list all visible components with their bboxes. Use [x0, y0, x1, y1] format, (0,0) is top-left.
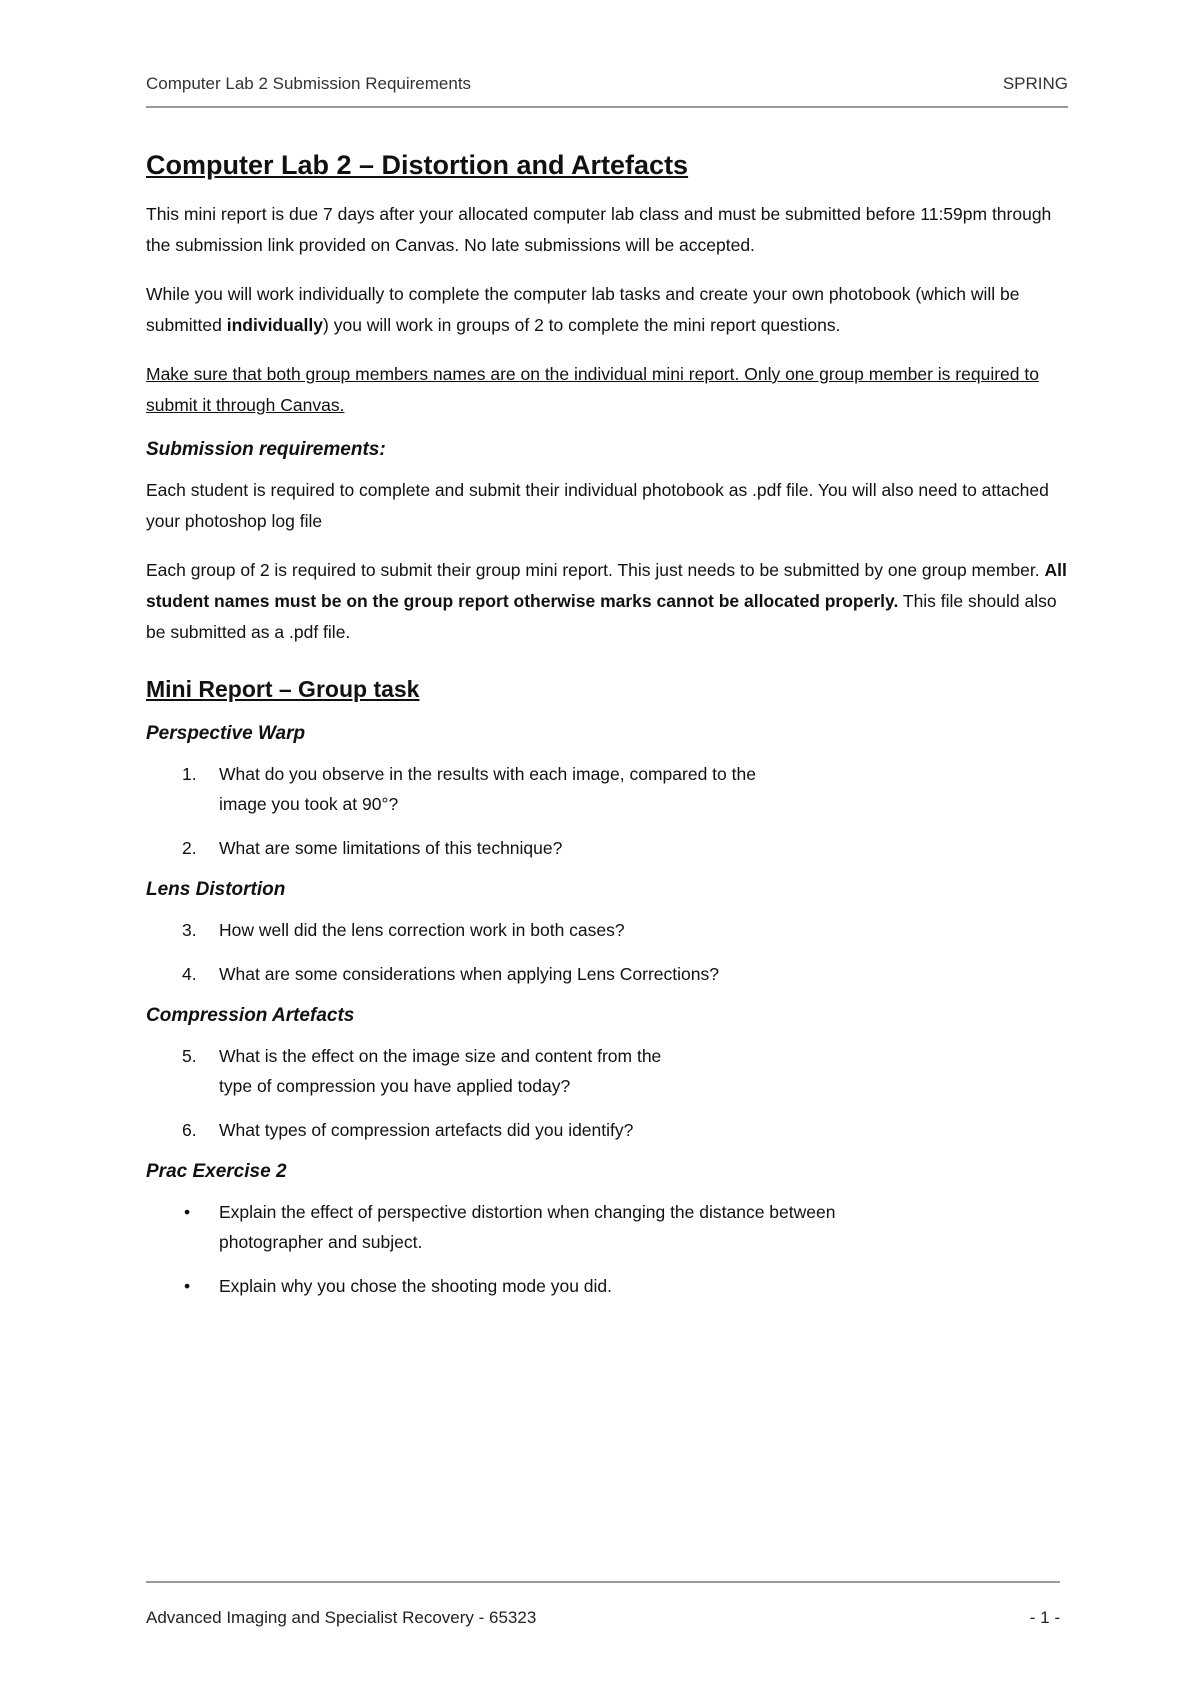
bullet-item: [146, 1271, 1068, 1301]
question-number: 1.: [182, 764, 197, 784]
question-text: What are some considerations when applying Lens Corrections?: [219, 964, 719, 984]
footer-divider: [146, 1581, 1060, 1583]
question-item: [146, 915, 1068, 945]
group-text-pre: While you will work individually to complete the computer lab tasks and create your own photobook (which will be submitted: [146, 284, 1020, 335]
question-text: What types of compression artefacts did you identify?: [219, 1120, 634, 1140]
submission-heading: Submission requirements:: [146, 439, 386, 460]
question-list: [146, 759, 1068, 863]
group-text-post: ) you will work in groups of 2 to complete the mini report questions.: [323, 315, 841, 335]
page-number: - 1 -: [1029, 1608, 1060, 1627]
question-item: [146, 1041, 1068, 1101]
section-title: Lens Distortion: [146, 879, 286, 900]
question-text: What are some limitations of this technique?: [219, 838, 563, 858]
due-paragraph: This mini report is due 7 days after your allocated computer lab class and must be submitted before 11:59pm through the submission link provided on Canvas. No late submissions will be accepted.: [146, 204, 1052, 255]
question-list: [146, 1041, 1068, 1145]
bullet-list: [146, 1197, 1068, 1301]
question-text: What do you observe in the results with each image, compared to the: [219, 764, 756, 784]
bullet-text: Explain why you chose the shooting mode you did.: [219, 1276, 613, 1296]
bullet-text-cont: photographer and subject.: [219, 1232, 423, 1252]
bullet-item: [146, 1197, 1068, 1257]
document-page: [146, 0, 1068, 1696]
main-title: Computer Lab 2 – Distortion and Artefacts: [146, 150, 689, 180]
question-number: 3.: [182, 920, 197, 940]
names-note: Make sure that both group members names are on the individual mini report. Only one group member is required to submit it through Canvas.: [146, 364, 1039, 415]
question-number: 6.: [182, 1120, 197, 1140]
bullet-marker: •: [184, 1276, 191, 1296]
question-item: [146, 1115, 1068, 1145]
submission-text-bold: All student names must be on the group report otherwise marks cannot be allocated properly.: [146, 560, 1067, 611]
question-text-cont: type of compression you have applied today?: [219, 1076, 571, 1096]
question-item: [146, 833, 1068, 863]
question-text-cont: image you took at 90°?: [219, 794, 399, 814]
header-title: Computer Lab 2 Submission Requirements: [146, 74, 472, 93]
bullet-text: Explain the effect of perspective distortion when changing the distance between: [219, 1202, 836, 1222]
group-paragraph: [146, 279, 1068, 341]
bullet-marker: •: [184, 1202, 191, 1222]
group-text-bold: individually: [226, 315, 324, 335]
question-number: 4.: [182, 964, 197, 984]
page-content: [146, 150, 1068, 1317]
footer-course: Advanced Imaging and Specialist Recovery - 65323: [146, 1608, 537, 1627]
header-divider: [146, 106, 1068, 108]
section-title: Compression Artefacts: [146, 1005, 355, 1026]
submission-text-post: This file should also be submitted as a .pdf file.: [146, 591, 1057, 642]
question-item: [146, 959, 1068, 989]
question-text: What is the effect on the image size and content from the: [219, 1046, 662, 1066]
header-term: SPRING: [1002, 74, 1068, 93]
submission-paragraph-2: [146, 555, 1068, 648]
section-title: Perspective Warp: [146, 723, 306, 744]
question-number: 2.: [182, 838, 197, 858]
question-list: [146, 915, 1068, 989]
submission-paragraph-1: Each student is required to complete and submit their individual photobook as .pdf file. You will also need to attached your photoshop log file: [146, 480, 1049, 531]
question-item: [146, 759, 1068, 819]
mini-report-heading: Mini Report – Group task: [146, 676, 420, 702]
section-title: Prac Exercise 2: [146, 1161, 287, 1182]
question-text: How well did the lens correction work in both cases?: [219, 920, 625, 940]
submission-text-pre: Each group of 2 is required to submit their group mini report. This just needs to be submitted by one group member.: [146, 560, 1045, 580]
page-header: [146, 74, 1068, 102]
question-number: 5.: [182, 1046, 197, 1066]
